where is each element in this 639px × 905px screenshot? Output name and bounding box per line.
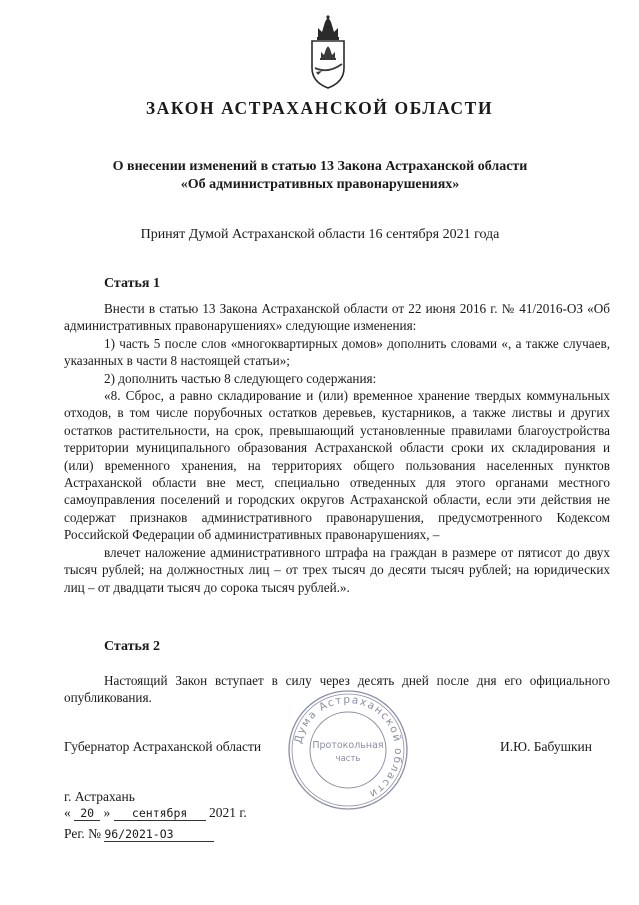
date-year: 2021 г. — [209, 805, 247, 820]
date-quote-open: « — [64, 805, 71, 820]
article-1-body — [64, 300, 610, 596]
duma-stamp — [286, 688, 410, 812]
date-month: сентября — [114, 806, 206, 821]
governor-name: И.Ю. Бабушкин — [500, 739, 593, 754]
stamp-center-line-1: Протокольная — [312, 740, 384, 751]
article-1-paragraph: влечет наложение административного штрафа на граждан в размере от пятисот до двух тысяч рублей; на должностных лиц – от трех тысяч до десяти тысяч рублей; на юридических лиц – от двадцати тысяч до сорока тысяч рублей.». — [64, 544, 610, 595]
law-title: ЗАКОН АСТРАХАНСКОЙ ОБЛАСТИ — [145, 98, 494, 118]
article-1-heading: Статья 1 — [104, 276, 160, 291]
article-1-paragraph: 1) часть 5 после слов «многоквартирных домов» дополнить словами «, а также случаев, указанных в части 8 настоящей статьи»; — [64, 335, 610, 369]
governor-title: Губернатор Астраханской области — [64, 739, 262, 754]
article-1-paragraph: «8. Сброс, а равно складирование и (или) временное хранение твердых коммунальных отходов, в том числе порубочных остатков деревьев, кустарников, а также листвы и других остатков растительности, на срок, превышающий установленные правилами благоустройства территории муниципального образования Астраханской области сроки их складирования и (или) временного хранения, на территориях общего пользования населенных пунктов Астраханской области вне мест, специально отведенных для этого органами местного самоуправления поселений и городских округов Астраханской области, если эти действия не содержат признаков административного правонарушения, предусмотренного Кодексом Российской Федерации об административных правонарушениях, – — [64, 388, 610, 543]
law-subtitle — [60, 158, 580, 194]
article-2-heading: Статья 2 — [104, 639, 160, 654]
signing-date — [64, 805, 247, 821]
coat-of-arms-icon — [298, 14, 358, 92]
article-2-paragraph: Настоящий Закон вступает в силу через десять дней после дня его официального опубликования. — [64, 673, 610, 706]
reg-number: 96/2021-ОЗ — [104, 827, 214, 842]
subtitle-line-1: О внесении изменений в статью 13 Закона Астраханской области — [112, 159, 528, 174]
article-1-paragraph: Внести в статью 13 Закона Астраханской области от 22 июня 2016 г. № 41/2016-ОЗ «Об административных правонарушениях» следующие изменения: — [64, 301, 610, 334]
adoption-note: Принят Думой Астраханской области 16 сентября 2021 года — [140, 227, 500, 242]
stamp-ring-text: Дума Астраханской области — [292, 693, 405, 801]
registration-number — [64, 826, 214, 842]
city: г. Астрахань — [64, 789, 135, 804]
article-1-paragraph: 2) дополнить частью 8 следующего содержания: — [104, 370, 377, 386]
subtitle-line-2: «Об административных правонарушениях» — [180, 177, 460, 192]
date-day: 20 — [74, 806, 100, 821]
stamp-center-line-2: часть — [335, 754, 361, 764]
date-quote-close: » — [103, 805, 111, 820]
reg-label: Рег. № — [64, 826, 101, 841]
